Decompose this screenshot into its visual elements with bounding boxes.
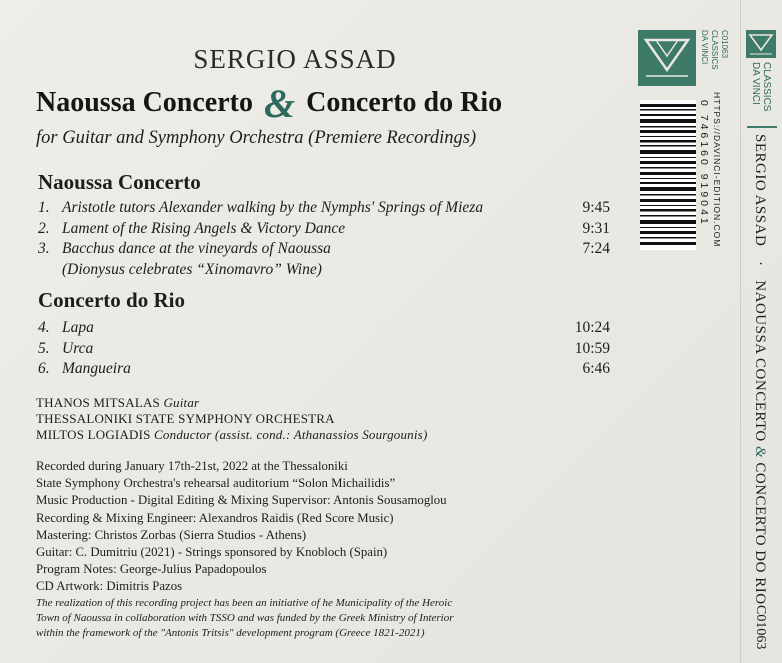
brand-line: DA VINCI — [700, 30, 709, 65]
title-ampersand: & — [264, 81, 296, 126]
note-line: Town of Naoussa in collaboration with TSSO and was funded by the Greek Ministry of Interior — [36, 612, 454, 625]
track-number: 3. — [38, 240, 50, 257]
spine-logo — [746, 30, 776, 58]
track-row — [38, 340, 610, 360]
spine-brand-line: CLASSICS — [761, 62, 772, 112]
album-title — [36, 81, 503, 126]
brand-line: CLASSICS — [710, 30, 719, 70]
spine-title-1: NAOUSSA CONCERTO — [752, 280, 768, 442]
note-line: within the framework of the "Antonis Tritsis" development program (Greece 1821-2021) — [36, 627, 425, 640]
track-duration: 6:46 — [582, 360, 610, 377]
credit-line: Mastering: Christos Zorbas (Sierra Studios - Athens) — [36, 527, 307, 542]
performer-line — [36, 395, 199, 411]
track-title: Lament of the Rising Angels & Victory Dance — [62, 220, 346, 237]
track-row — [38, 199, 610, 219]
spine-divider — [740, 0, 741, 663]
da-vinci-logo — [638, 30, 696, 86]
credit-line: Music Production - Digital Editing & Mixing Supervisor: Antonis Sousamoglou — [36, 493, 447, 508]
credit-line: Program Notes: George-Julius Papadopoulos — [36, 562, 267, 577]
title-part-2: Concerto do Rio — [306, 87, 503, 118]
credit-line: Recorded during January 17th-21st, 2022 at the Thessaloniki — [36, 459, 348, 473]
track-duration: 7:24 — [582, 240, 610, 257]
track-number: 2. — [38, 220, 50, 237]
section-heading-naoussa: Naoussa Concerto — [38, 170, 201, 194]
website-url: HTTPS://DAVINCI-EDITION.COM — [712, 92, 722, 248]
label-catalog — [720, 30, 730, 92]
composer-name: SERGIO ASSAD — [193, 44, 397, 74]
credit-line: Guitar: C. Dumitriu (2021) - Strings sponsored by Knobloch (Spain) — [36, 544, 388, 559]
track-title: Mangueira — [62, 360, 131, 377]
spine-composer: SERGIO ASSAD — [752, 134, 768, 247]
note-line: The realization of this recording project has been an initiative of he Municipality of the Heroic — [36, 597, 453, 609]
performer-name: THANOS MITSALAS — [36, 395, 160, 410]
label-brand-2 — [710, 30, 720, 92]
track-duration: 10:24 — [574, 319, 610, 336]
performer-name: THESSALONIKI STATE SYMPHONY ORCHESTRA — [36, 411, 335, 426]
track-title: Lapa — [62, 319, 94, 336]
credit-line: CD Artwork: Dimitris Pazos — [36, 579, 183, 594]
performer-role: Conductor (assist. cond.: Athanassios Sourgounis) — [154, 427, 428, 442]
performer-line — [36, 427, 427, 443]
barcode — [640, 100, 696, 250]
track-row — [38, 220, 610, 240]
barcode-digits: 0 746160 919041 — [698, 100, 710, 227]
performer-role: Guitar — [163, 395, 200, 410]
title-part-1: Naoussa Concerto — [36, 87, 253, 118]
track-row — [38, 240, 610, 260]
spine-brand-2 — [761, 62, 772, 111]
funding-note — [36, 596, 454, 642]
brand-line: C01063 — [720, 30, 729, 59]
spine-ampersand: & — [752, 445, 768, 459]
track-title: Aristotle tutors Alexander walking by the Nymphs' Springs of Mieza — [62, 199, 484, 216]
album-subtitle: for Guitar and Symphony Orchestra (Premiere Recordings) — [36, 128, 477, 148]
performer-line — [36, 411, 335, 427]
recording-credits — [36, 458, 447, 596]
track-duration: 9:31 — [582, 220, 610, 237]
spine-catalog: C01063 — [753, 605, 768, 650]
spine-title-2: CONCERTO DO RIO — [752, 462, 768, 605]
spine-title — [751, 134, 768, 605]
track-title: Bacchus dance at the vineyards of Naoussa — [62, 240, 331, 257]
track-row — [38, 360, 610, 380]
credit-line: Recording & Mixing Engineer: Alexandros Raidis (Red Score Music) — [36, 510, 394, 525]
spine-accent-bar — [747, 126, 777, 128]
spine-brand-line: DA VINCI — [750, 62, 761, 105]
track-row — [38, 319, 610, 339]
track-title: Urca — [62, 340, 94, 357]
track-number: 5. — [38, 340, 50, 357]
track-duration: 10:59 — [574, 340, 610, 357]
spine-brand — [750, 62, 761, 105]
section-heading-rio: Concerto do Rio — [38, 288, 185, 312]
spine-separator: · — [752, 260, 768, 267]
track-duration: 9:45 — [582, 199, 610, 216]
performer-name: MILTOS LOGIADIS — [36, 427, 151, 442]
track-number: 1. — [38, 199, 50, 216]
track-number: 6. — [38, 360, 50, 377]
track-number: 4. — [38, 319, 50, 336]
track-subtitle: (Dionysus celebrates “Xinomavro” Wine) — [62, 261, 322, 278]
credit-line: State Symphony Orchestra's rehearsal auditorium “Solon Michailidis” — [36, 476, 396, 491]
